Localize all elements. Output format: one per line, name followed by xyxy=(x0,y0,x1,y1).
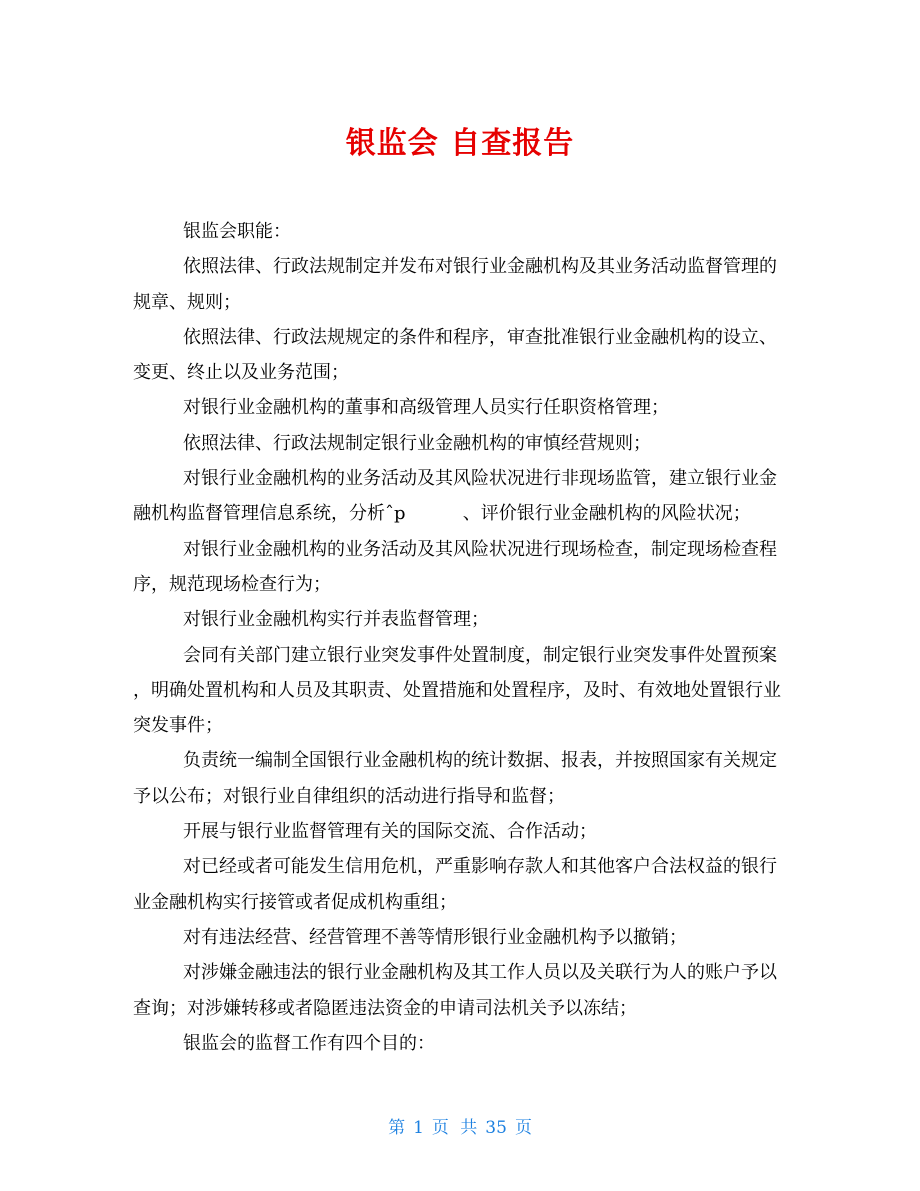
text-line: 会同有关部门建立银行业突发事件处置制度，制定银行业突发事件处置预案 xyxy=(183,644,777,666)
paragraph xyxy=(133,849,793,920)
document-body xyxy=(133,214,793,1061)
text-line: 对已经或者可能发生信用危机，严重影响存款人和其他客户合法权益的银行 xyxy=(183,856,777,878)
footer-prefix: 第 xyxy=(388,1118,406,1138)
paragraph xyxy=(133,461,793,532)
footer-mid: 页 共 xyxy=(431,1118,478,1138)
text-line: 突发事件； xyxy=(133,715,223,737)
paragraph xyxy=(133,426,793,461)
paragraph xyxy=(133,390,793,425)
text-line: 对涉嫌金融违法的银行业金融机构及其工作人员以及关联行为人的账户予以 xyxy=(183,962,777,984)
text-line: ，明确处置机构和人员及其职责、处置措施和处置程序，及时、有效地处置银行业 xyxy=(133,679,781,701)
text-line: 银监会职能： xyxy=(183,221,291,242)
text-line: 对银行业金融机构实行并表监督管理； xyxy=(183,609,489,631)
text-line: 负责统一编制全国银行业金融机构的统计数据、报表，并按照国家有关规定 xyxy=(183,750,777,772)
paragraph xyxy=(133,638,793,744)
text-line: 对银行业金融机构的业务活动及其风险状况进行非现场监管，建立银行业金 xyxy=(183,468,777,490)
text-line: 变更、终止以及业务范围； xyxy=(133,362,349,384)
text-line: 予以公布；对银行业自律组织的活动进行指导和监督； xyxy=(133,785,565,807)
footer-suffix: 页 xyxy=(514,1118,532,1138)
text-line: 开展与银行业监督管理有关的国际交流、合作活动； xyxy=(183,821,597,843)
paragraph xyxy=(133,955,793,1026)
text-line: 序，规范现场检查行为； xyxy=(133,573,331,595)
paragraph xyxy=(133,920,793,955)
paragraph xyxy=(133,602,793,637)
page-footer xyxy=(0,1113,920,1138)
paragraph xyxy=(133,532,793,603)
document-title: 银监会 自查报告 xyxy=(345,126,575,161)
text-line: 对银行业金融机构的董事和高级管理人员实行任职资格管理； xyxy=(183,397,669,419)
paragraph xyxy=(133,1026,793,1061)
text-line: 业金融机构实行接管或者促成机构重组； xyxy=(133,891,457,913)
text-line: 对有违法经营、经营管理不善等情形银行业金融机构予以撤销； xyxy=(183,926,687,948)
paragraph xyxy=(133,743,793,814)
text-line: 依照法律、行政法规制定银行业金融机构的审慎经营规则； xyxy=(183,432,651,454)
text-line: 查询；对涉嫌转移或者隐匿违法资金的申请司法机关予以冻结； xyxy=(133,997,637,1019)
total-pages: 35 xyxy=(485,1118,507,1138)
text-line: 规章、规则； xyxy=(133,291,241,313)
current-page: 1 xyxy=(413,1118,424,1138)
text-line: 银监会的监督工作有四个目的： xyxy=(183,1032,435,1054)
paragraph xyxy=(133,814,793,849)
text-line: 对银行业金融机构的业务活动及其风险状况进行现场检查，制定现场检查程 xyxy=(183,538,777,560)
paragraph xyxy=(133,249,793,320)
text-line: 依照法律、行政法规制定并发布对银行业金融机构及其业务活动监督管理的 xyxy=(183,256,777,278)
paragraph xyxy=(133,214,793,249)
paragraph xyxy=(133,320,793,391)
text-line: 依照法律、行政法规规定的条件和程序，审查批准银行业金融机构的设立、 xyxy=(183,326,777,348)
text-line: 融机构监督管理信息系统，分析ˆp 、评价银行业金融机构的风险状况； xyxy=(133,503,751,525)
